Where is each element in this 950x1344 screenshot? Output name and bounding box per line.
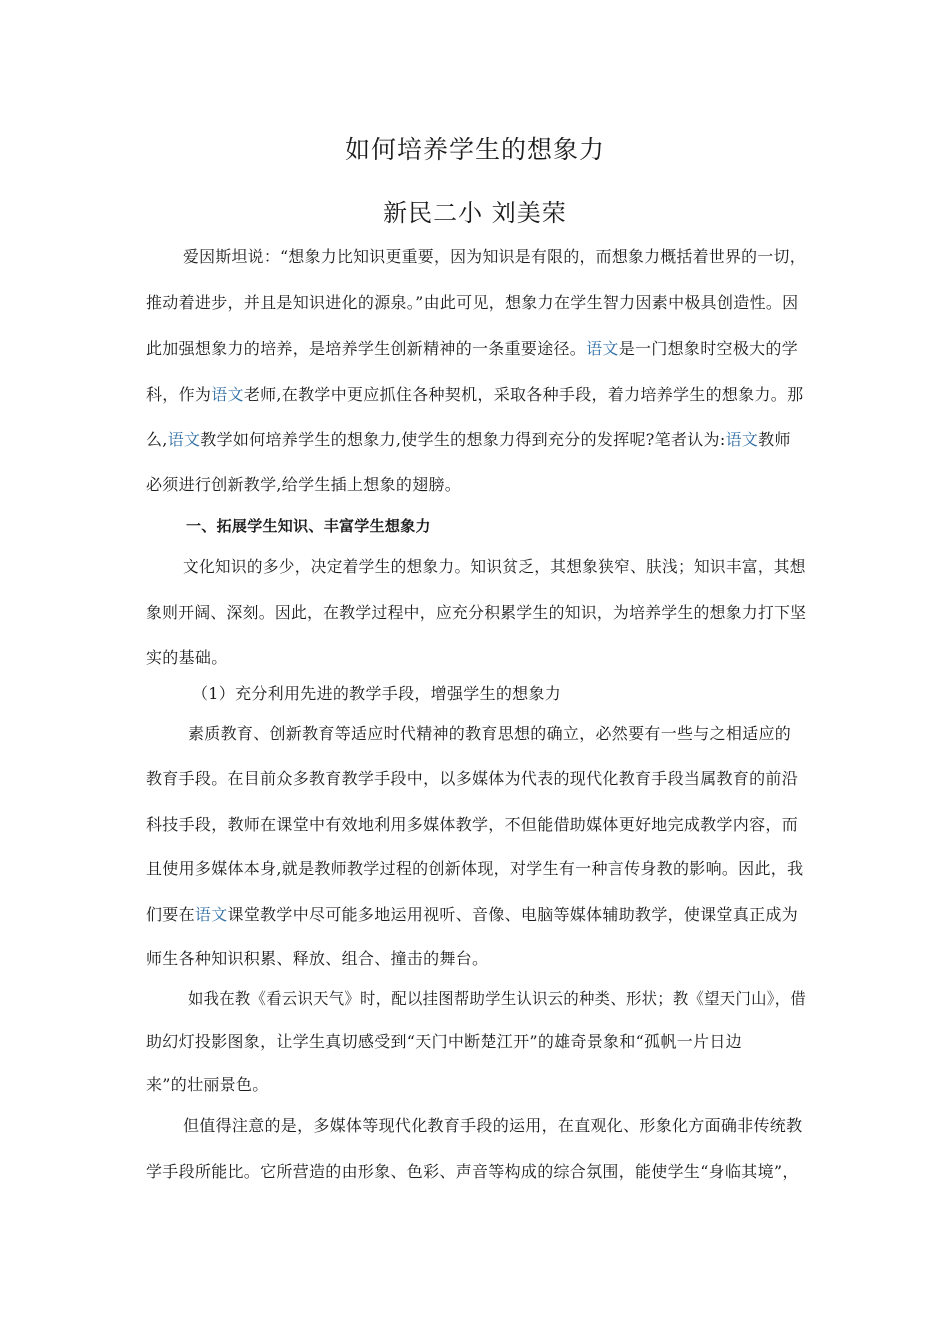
- text-run: 爱因斯坦说：“想象力比知识更重要，因为知识是有限的，而想象力概括着世界的一切，: [183, 247, 806, 266]
- text-run: 么,: [146, 430, 168, 449]
- text-run: 教育手段。在目前众多教育教学手段中，以多媒体为代表的现代化教育手段当属教育的前沿: [146, 769, 799, 788]
- text-run: 实的基础。: [146, 648, 228, 667]
- yuwen-link[interactable]: 语文: [725, 430, 759, 449]
- paragraph-line: [146, 1073, 269, 1097]
- text-run: 素质教育、创新教育等适应时代精神的教育思想的确立，必然要有一些与之相适应的: [188, 724, 792, 743]
- text-run: 来”的壮丽景色。: [146, 1075, 269, 1094]
- text-run: 学手段所能比。它所营造的由形象、色彩、声音等构成的综合氛围，能使学生“身临其境”，: [146, 1162, 799, 1181]
- text-run: 课堂教学中尽可能多地运用视听、音像、电脑等媒体辅助教学，使课堂真正成为: [227, 905, 799, 924]
- paragraph-line: [146, 473, 461, 497]
- document-title: 如何培养学生的想象力: [344, 135, 605, 164]
- text-run: 如我在教《看云识天气》时，配以挂图帮助学生认识云的种类、形状；教《望天门山》，借: [188, 989, 806, 1008]
- text-run: 此加强想象力的培养，是培养学生创新精神的一条重要途径。: [146, 339, 587, 358]
- text-run: 教学如何培养学生的想象力,使学生的想象力得到充分的发挥呢?笔者认为:: [200, 430, 726, 449]
- paragraph-line: [188, 722, 791, 746]
- text-run: 师生各种知识积累、释放、组合、撞击的舞台。: [146, 949, 489, 968]
- section-heading-line: [186, 514, 431, 538]
- text-run: 们要在: [146, 905, 195, 924]
- paragraph-line: [146, 1030, 742, 1054]
- paragraph-line: [146, 646, 228, 670]
- text-run: 科，作为: [146, 385, 212, 404]
- text-run: 必须进行创新教学,给学生插上想象的翅膀。: [146, 475, 462, 494]
- paragraph-line: [146, 857, 803, 881]
- text-run: 且使用多媒体本身,就是教师教学过程的创新体现，对学生有一种言传身教的影响。因此，我: [146, 859, 804, 878]
- paragraph-line: [146, 291, 798, 315]
- yuwen-link[interactable]: 语文: [586, 339, 619, 358]
- document-author: 新民二小 刘美荣: [383, 199, 567, 227]
- paragraph-line: [183, 555, 806, 579]
- paragraph-line: [146, 813, 798, 837]
- text-run: 但值得注意的是，多媒体等现代化教育手段的运用，在直观化、形象化方面确非传统教: [183, 1116, 803, 1135]
- yuwen-link[interactable]: 语文: [194, 905, 228, 924]
- paragraph-line: [192, 682, 561, 706]
- text-run: 科技手段，教师在课堂中有效地利用多媒体教学，不但能借助媒体更好地完成教学内容，而: [146, 815, 799, 834]
- yuwen-link[interactable]: 语文: [167, 430, 201, 449]
- paragraph-line: [188, 987, 806, 1011]
- text-run: 一、拓展学生知识、丰富学生想象力: [186, 517, 431, 535]
- yuwen-link[interactable]: 语文: [211, 385, 244, 404]
- paragraph-line: [146, 601, 806, 625]
- paragraph-line: [146, 1160, 799, 1184]
- paragraph-line: [146, 428, 791, 452]
- text-run: 教师: [758, 430, 791, 449]
- text-run: 推动着进步，并且是知识进化的源泉。”由此可见，想象力在学生智力因素中极具创造性。因: [146, 293, 799, 312]
- paragraph-line: [183, 245, 806, 269]
- text-run: 文化知识的多少，决定着学生的想象力。知识贫乏，其想象狭窄、肤浅；知识丰富，其想: [183, 557, 806, 576]
- paragraph-line: [183, 1114, 802, 1138]
- paragraph-line: [146, 903, 798, 927]
- paragraph-line: [146, 383, 803, 407]
- text-run: 助幻灯投影图象，让学生真切感受到“天门中断楚江开”的雄奇景象和“孤帆一片日边: [146, 1032, 742, 1051]
- text-run: 象则开阔、深刻。因此，在教学过程中，应充分积累学生的知识，为培养学生的想象力打下坚: [146, 603, 807, 622]
- text-run: 老师,在教学中更应抓住各种契机，采取各种手段，着力培养学生的想象力。那: [243, 385, 804, 404]
- text-run: （1）充分利用先进的教学手段，增强学生的想象力: [192, 684, 562, 703]
- text-run: 是一门想象时空极大的学: [618, 339, 799, 358]
- paragraph-line: [146, 947, 488, 971]
- paragraph-line: [146, 337, 798, 361]
- paragraph-line: [146, 767, 798, 791]
